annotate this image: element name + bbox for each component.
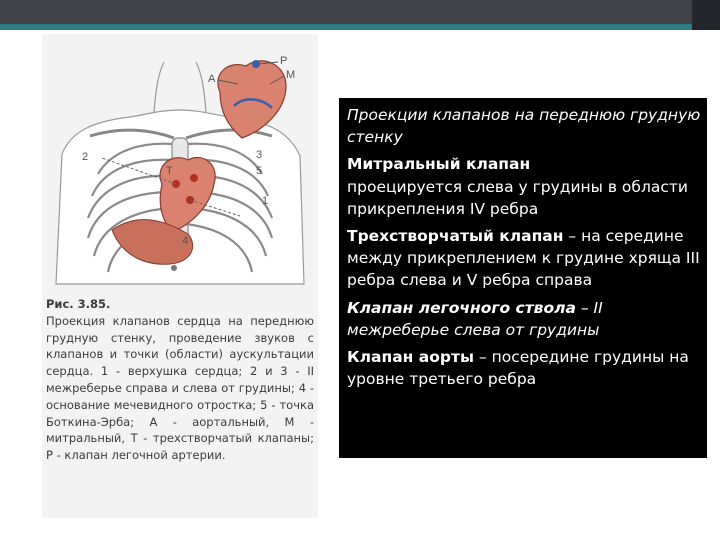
mitral-text: проецируется слева у грудины в области прикрепления IV ребра — [347, 177, 688, 218]
tricuspid-text: – на середине между прикреплением к грудине хряща III ребра слева и V ребра справа — [347, 227, 700, 290]
slide-accent-stripe — [0, 24, 720, 30]
figure-caption-label: Рис. 3.85. — [46, 297, 111, 311]
pulmonary-title: Клапан легочного ствола — [347, 298, 576, 317]
slide-top-bar — [0, 0, 720, 24]
mitral-title: Митральный клапан — [347, 155, 531, 174]
figure-label-3: 3 — [256, 149, 263, 161]
aortic-title: Клапан аорты — [347, 348, 474, 367]
figure-panel — [42, 34, 318, 518]
figure-label-2: 2 — [82, 151, 89, 163]
tricuspid-title: Трехстворчатый клапан — [347, 227, 564, 246]
pulmonary-text: – II межреберье слева от грудины — [347, 298, 603, 339]
pulmonary-paragraph — [347, 297, 701, 341]
figure-caption-text: Проекция клапанов сердца на переднюю грудную стенку, проведение звуков с клапанов и точки (области) аускультации сердца. 1 - верхушка сердца; 2 и 3 - II межреберье справа и слева от грудины; 4 - основание мечевидного отростка; 5 - точка Боткина-Эрба; А - аортальный, М - митральный, Т - трехстворчатый клапаны; Р - клапан легочной артерии. — [46, 313, 314, 463]
figure-caption — [46, 296, 314, 464]
figure-label-a: А — [208, 73, 216, 85]
aortic-text: – посередине грудины на уровне третьего ребра — [347, 348, 689, 389]
figure-label-1: 1 — [262, 195, 269, 207]
figure-label-m: М — [286, 69, 296, 81]
valve-projection-textbox — [339, 98, 707, 458]
textbox-intro: Проекции клапанов на переднюю грудную стенку — [347, 106, 701, 147]
figure-label-p: Р — [280, 55, 288, 67]
figure-label-5: 5 — [256, 165, 263, 177]
aortic-paragraph — [347, 346, 701, 390]
figure-label-t: Т — [166, 165, 173, 177]
slide-corner-block — [692, 0, 720, 30]
chest-heart-illustration — [42, 34, 318, 296]
mitral-paragraph — [347, 153, 701, 220]
tricuspid-paragraph — [347, 225, 701, 292]
figure-label-4: 4 — [182, 235, 189, 247]
